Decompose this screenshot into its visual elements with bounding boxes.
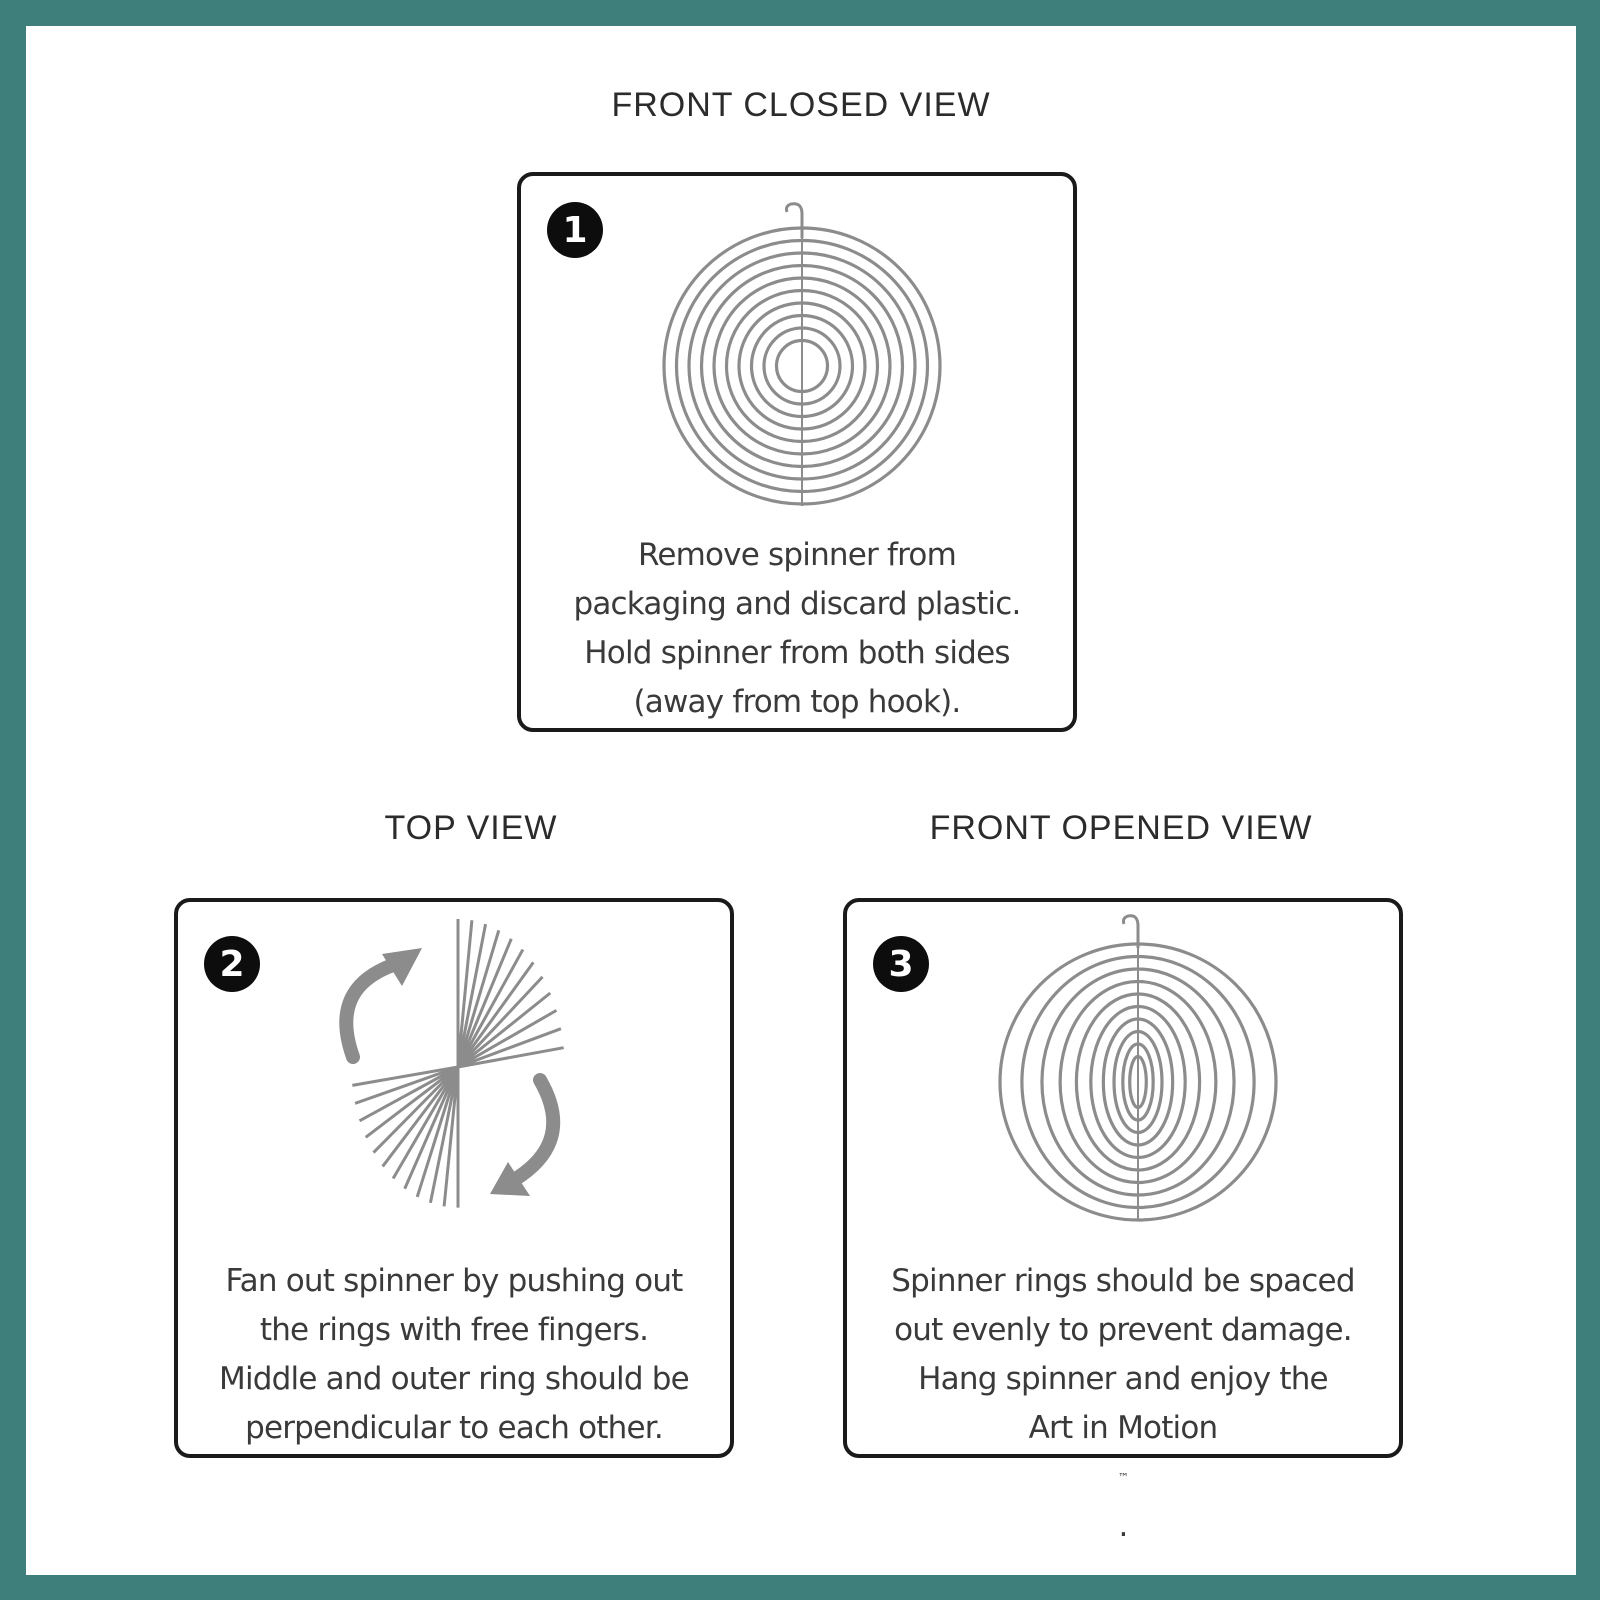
step-2-badge: 2 [204, 936, 260, 992]
step-1-panel [517, 172, 1077, 732]
step-1-caption: Remove spinner from packaging and discard plastic. Hold spinner from both sides (away from top hook). [573, 537, 1021, 720]
closed-spinner-illustration [521, 176, 1081, 516]
heading-front-closed-view: FRONT CLOSED VIEW [611, 86, 991, 124]
top-view-fan-illustration [178, 902, 738, 1242]
heading-top-view: TOP VIEW [384, 809, 558, 847]
step-2-panel [174, 898, 734, 1458]
step-3-badge: 3 [873, 936, 929, 992]
instruction-card [26, 26, 1576, 1575]
opened-spinner-illustration [847, 902, 1407, 1242]
rotate-arrow-icon [514, 1080, 553, 1180]
heading-front-opened-view: FRONT OPENED VIEW [929, 809, 1313, 847]
step-3-caption: Spinner rings should be spaced out evenly to prevent damage. Hang spinner and enjoy the Art in Motion ™ . [891, 1263, 1355, 1544]
step-3-panel [843, 898, 1403, 1544]
rotate-arrow-icon [346, 964, 396, 1057]
step-2-caption: Fan out spinner by pushing out the rings with free fingers. Middle and outer ring should be perpendicular to each other. [219, 1263, 689, 1446]
step-1-badge: 1 [547, 202, 603, 258]
hook-icon [787, 204, 803, 238]
